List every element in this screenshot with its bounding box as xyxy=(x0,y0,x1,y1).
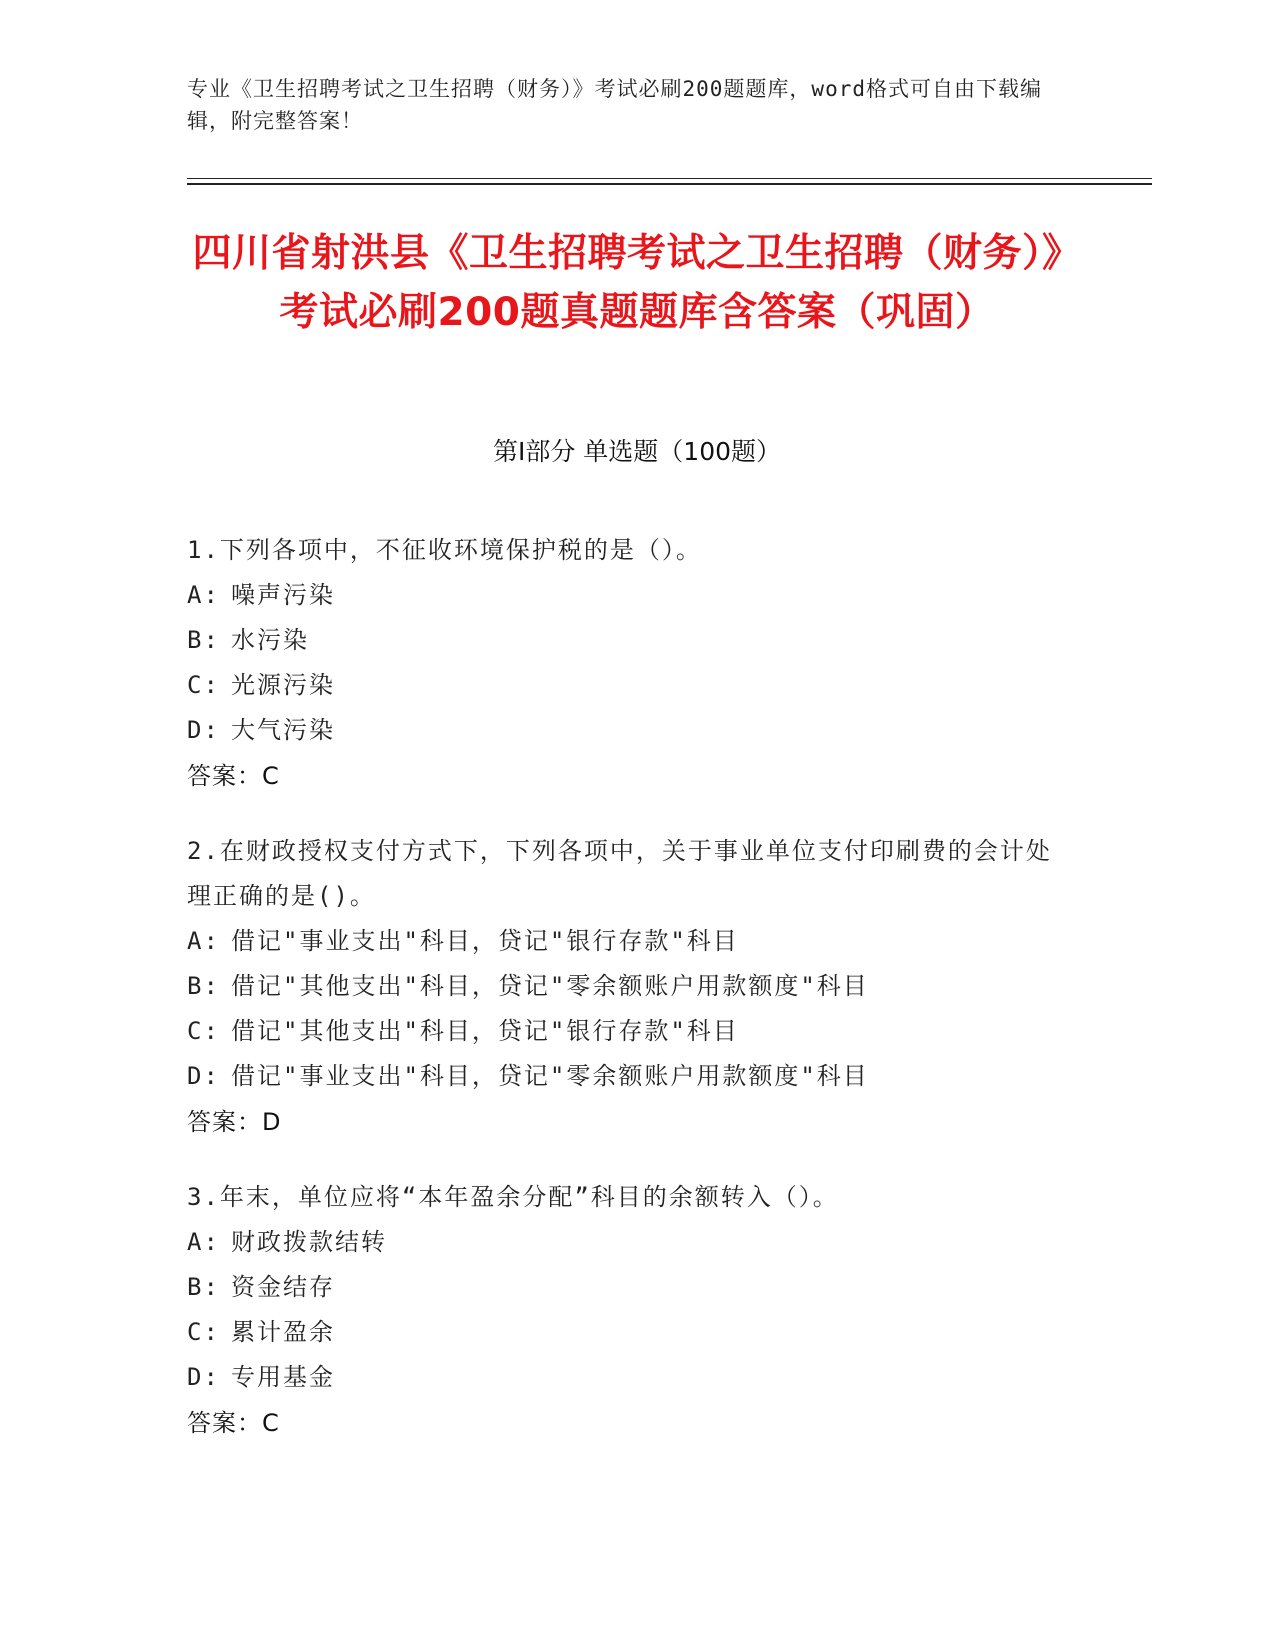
option-text: 大气污染 xyxy=(231,716,335,744)
option-key: D: xyxy=(187,1363,220,1391)
option-key: A: xyxy=(187,927,220,955)
option-b xyxy=(187,964,1067,1009)
option-key: C: xyxy=(187,1318,220,1346)
header-divider-thin xyxy=(187,178,1152,179)
option-a xyxy=(187,919,1067,964)
question-list xyxy=(187,528,1067,1476)
question-3 xyxy=(187,1175,1067,1446)
option-text: 噪声污染 xyxy=(231,581,335,609)
option-key: B: xyxy=(187,626,220,654)
option-b xyxy=(187,1265,1067,1310)
option-c xyxy=(187,1009,1067,1054)
section-title: 第I部分 单选题（100题） xyxy=(492,437,782,466)
option-text: 借记"其他支出"科目，贷记"银行存款"科目 xyxy=(231,1017,739,1045)
option-key: C: xyxy=(187,671,220,699)
option-d xyxy=(187,1355,1067,1400)
option-text: 借记"事业支出"科目，贷记"银行存款"科目 xyxy=(231,927,739,955)
document-title: 四川省射洪县《卫生招聘考试之卫生招聘（财务）》考试必刷200题真题题库含答案（巩固） xyxy=(192,231,1082,335)
option-c xyxy=(187,1310,1067,1355)
option-key: B: xyxy=(187,1273,220,1301)
option-text: 借记"其他支出"科目，贷记"零余额账户用款额度"科目 xyxy=(231,972,869,1000)
option-a xyxy=(187,1220,1067,1265)
option-a xyxy=(187,573,1067,618)
header-note: 专业《卫生招聘考试之卫生招聘（财务）》考试必刷200题题库，word格式可自由下载编辑，附完整答案！ xyxy=(187,77,1042,133)
option-text: 光源污染 xyxy=(231,671,335,699)
question-text: 3.年末，单位应将“本年盈余分配”科目的余额转入（）。 xyxy=(187,1183,839,1211)
option-key: D: xyxy=(187,716,220,744)
option-text: 资金结存 xyxy=(231,1273,335,1301)
question-text: 1.下列各项中，不征收环境保护税的是（）。 xyxy=(187,536,702,564)
option-text: 水污染 xyxy=(231,626,309,654)
option-text: 专用基金 xyxy=(231,1363,335,1391)
question-text: 2.在财政授权支付方式下，下列各项中，关于事业单位支付印刷费的会计处理正确的是()。 xyxy=(187,837,1052,910)
answer: 答案：C xyxy=(187,1409,280,1437)
option-key: C: xyxy=(187,1017,220,1045)
option-text: 借记"事业支出"科目，贷记"零余额账户用款额度"科目 xyxy=(231,1062,869,1090)
answer: 答案：C xyxy=(187,762,280,790)
option-c xyxy=(187,663,1067,708)
question-1 xyxy=(187,528,1067,799)
option-key: A: xyxy=(187,581,220,609)
question-2 xyxy=(187,829,1067,1145)
option-d xyxy=(187,708,1067,753)
option-key: A: xyxy=(187,1228,220,1256)
option-key: B: xyxy=(187,972,220,1000)
option-key: D: xyxy=(187,1062,220,1090)
option-text: 财政拨款结转 xyxy=(231,1228,387,1256)
option-text: 累计盈余 xyxy=(231,1318,335,1346)
option-d xyxy=(187,1054,1067,1099)
option-b xyxy=(187,618,1067,663)
header-divider-thick xyxy=(187,183,1152,185)
answer: 答案：D xyxy=(187,1108,282,1136)
